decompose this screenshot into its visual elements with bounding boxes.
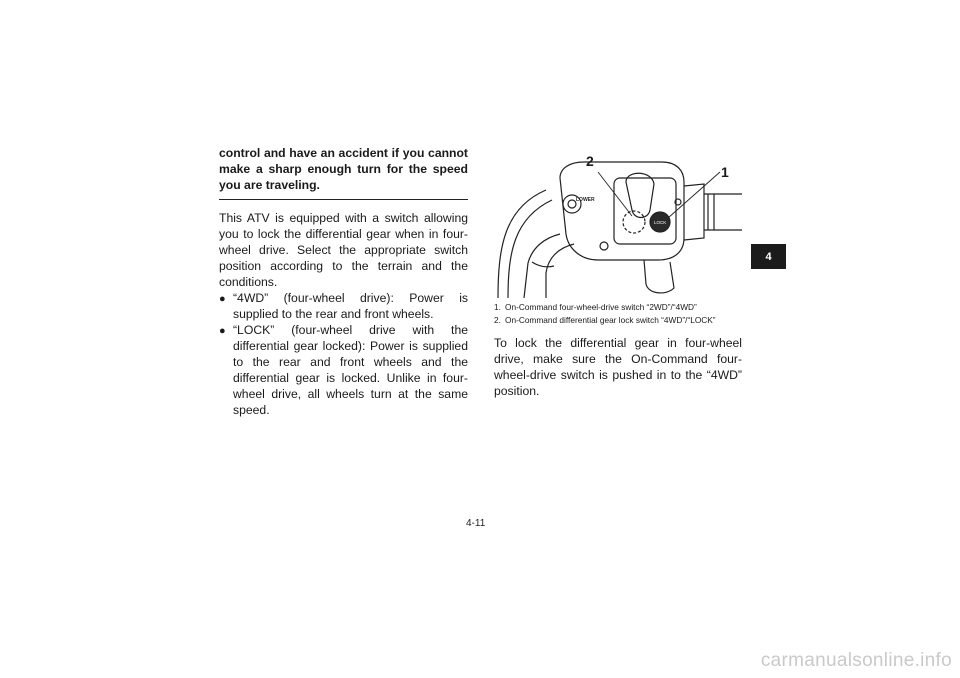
left-column: [219, 145, 468, 418]
warning-text: control and have an accident if you cannot make a sharp enough turn for the speed you are traveling.: [219, 145, 468, 200]
list-item-text: “LOCK” (four-wheel drive with the differential gear locked): Power is supplied to the rear and front wheels and the differential gear is locked. Unlike in four-wheel drive, all wheels turn at the same speed.: [233, 323, 468, 417]
bullet-icon: ●: [219, 293, 226, 305]
chapter-tab: 4: [751, 244, 786, 269]
figure-captions: [494, 301, 742, 327]
watermark: carmanualsonline.info: [760, 650, 952, 671]
cable-line-icon: [498, 190, 546, 298]
list-item-text: “4WD” (four-wheel drive): Power is supplied to the rear and front wheels.: [233, 291, 468, 321]
lock-instruction-paragraph: To lock the differential gear in four-wheel drive, make sure the On-Command four-wheel-drive switch is pushed in to the “4WD” position.: [494, 336, 742, 398]
caption-2: 2. On-Command differential gear lock switch “4WD”/“LOCK”: [494, 315, 716, 325]
callout-2: 2: [586, 153, 594, 169]
list-item: [219, 322, 468, 418]
caption-1: 1. On-Command four-wheel-drive switch “2WD”/“4WD”: [494, 302, 697, 312]
mode-list: [219, 290, 468, 418]
handlebar-drawing: [494, 138, 742, 298]
intro-paragraph: This ATV is equipped with a switch allowing you to lock the differential gear when in four-wheel drive. Select the appropriate switch position according to the terrain and the conditions.: [219, 211, 468, 289]
switch-housing-icon: [560, 162, 684, 260]
switch-illustration: [494, 138, 742, 298]
lower-label: LOWER: [576, 197, 595, 203]
lock-label: LOCK: [654, 220, 667, 225]
thumb-lever-icon: [626, 173, 654, 217]
callout-1: 1: [721, 164, 729, 180]
right-column: [494, 138, 742, 399]
page-number: 4-11: [466, 518, 486, 529]
list-item: [219, 290, 468, 322]
bullet-icon: ●: [219, 325, 226, 337]
